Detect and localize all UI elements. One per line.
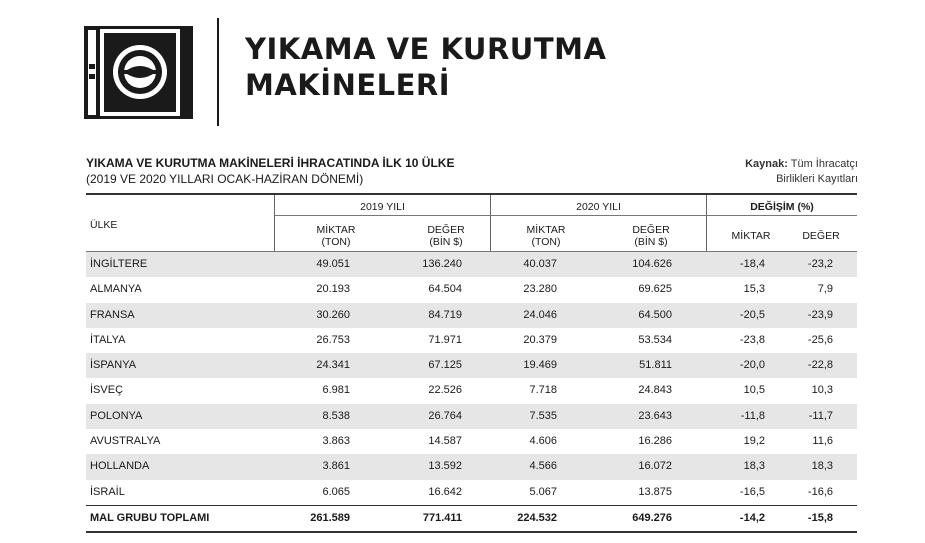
header-divider [217, 18, 219, 126]
q2019-cell: 3.861 [322, 460, 350, 473]
col-2019-qty: MİKTAR (TON) [316, 224, 356, 248]
country-cell: POLONYA [90, 409, 143, 422]
v2020-cell: 69.625 [638, 283, 672, 296]
q2020-cell: 4.566 [529, 460, 557, 473]
table-subtitle: (2019 VE 2020 YILLARI OCAK-HAZİRAN DÖNEMİ) [86, 172, 364, 186]
cq-cell: 19,2 [743, 435, 765, 448]
cq-cell: -20,5 [739, 308, 765, 321]
table-title: YIKAMA VE KURUTMA MAKİNELERİ İHRACATINDA İLK 10 ÜLKE [86, 156, 455, 170]
v2020-cell: 649.276 [632, 511, 672, 524]
table-body [86, 252, 857, 533]
table-row [86, 328, 857, 353]
col-2020-val: DEĞER (BİN $) [632, 224, 670, 248]
country-cell: İSRAİL [90, 485, 125, 498]
q2020-cell: 23.280 [523, 283, 557, 296]
cv-cell: -23,9 [807, 308, 833, 321]
v2020-cell: 24.843 [638, 384, 672, 397]
cq-cell: -14,2 [739, 511, 765, 524]
v2019-cell: 13.592 [428, 460, 462, 473]
v2019-cell: 771.411 [422, 511, 462, 524]
q2019-cell: 49.051 [316, 258, 350, 270]
q2019-cell: 6.981 [322, 384, 350, 397]
cv-cell: -15,8 [807, 511, 833, 524]
col-2020-qty: MİKTAR (TON) [526, 224, 566, 248]
source-note [688, 157, 858, 187]
v2020-cell: 13.875 [638, 485, 672, 498]
q2020-cell: 24.046 [523, 308, 557, 321]
table-total-row [86, 505, 857, 533]
country-cell: İTALYA [90, 333, 126, 346]
country-cell: FRANSA [90, 308, 135, 321]
v2019-cell: 136.240 [422, 258, 462, 270]
v2019-cell: 84.719 [428, 308, 462, 321]
table-row [86, 480, 857, 505]
cq-cell: 18,3 [743, 460, 765, 473]
table-row [86, 404, 857, 429]
v2019-cell: 67.125 [428, 359, 462, 372]
country-cell: İSVEÇ [90, 384, 124, 397]
v2020-cell: 53.534 [638, 333, 672, 346]
cv-cell: -22,8 [807, 359, 833, 372]
q2020-cell: 20.379 [523, 333, 557, 346]
v2019-cell: 14.587 [428, 435, 462, 448]
washing-machine-icon [84, 26, 193, 119]
cq-cell: 15,3 [743, 283, 765, 296]
q2020-cell: 19.469 [523, 359, 557, 372]
table-row [86, 277, 857, 302]
q2020-cell: 224.532 [517, 511, 557, 524]
q2019-cell: 3.863 [322, 435, 350, 448]
q2020-cell: 40.037 [523, 258, 557, 270]
cv-cell: -16,6 [807, 485, 833, 498]
cq-cell: 10,5 [743, 384, 765, 397]
v2019-cell: 64.504 [428, 283, 462, 296]
table-header [86, 193, 857, 252]
country-cell: AVUSTRALYA [90, 435, 161, 448]
country-cell: MAL GRUBU TOPLAMI [90, 511, 210, 524]
country-cell: ALMANYA [90, 283, 142, 296]
table-row [86, 303, 857, 328]
export-table [86, 193, 857, 533]
table-row [86, 252, 857, 277]
col-2019-val: DEĞER (BİN $) [427, 224, 465, 248]
cq-cell: -18,4 [739, 258, 765, 270]
table-row [86, 454, 857, 479]
cv-cell: 10,3 [811, 384, 833, 397]
country-cell: HOLLANDA [90, 460, 150, 473]
v2020-cell: 51.811 [639, 359, 672, 372]
cq-cell: -23,8 [739, 333, 765, 346]
col-2019: 2019 YILI [360, 201, 405, 213]
cq-cell: -20,0 [739, 359, 765, 372]
cq-cell: -16,5 [739, 485, 765, 498]
page-title [245, 31, 606, 103]
q2019-cell: 261.589 [310, 511, 350, 524]
cq-cell: -11,8 [740, 409, 765, 422]
v2019-cell: 71.971 [428, 333, 462, 346]
title-line-1: YIKAMA VE KURUTMA [245, 32, 607, 66]
cv-cell: -25,6 [807, 333, 833, 346]
q2020-cell: 7.718 [529, 384, 557, 397]
q2019-cell: 6.065 [322, 485, 350, 498]
v2020-cell: 23.643 [638, 409, 672, 422]
cv-cell: -11,7 [808, 409, 833, 422]
v2020-cell: 16.286 [638, 435, 672, 448]
col-change-val: DEĞER [802, 230, 840, 242]
q2019-cell: 8.538 [322, 409, 350, 422]
source-label: Kaynak: [745, 158, 788, 170]
source-text-2: Birlikleri Kayıtları [776, 173, 858, 185]
source-text-1: Tüm İhracatçı [790, 158, 858, 170]
cv-cell: -23,2 [807, 258, 833, 270]
table-row [86, 378, 857, 403]
v2019-cell: 16.642 [428, 485, 462, 498]
cv-cell: 11,6 [812, 435, 833, 448]
q2019-cell: 20.193 [316, 283, 350, 296]
country-cell: İNGİLTERE [90, 258, 148, 270]
q2020-cell: 7.535 [529, 409, 557, 422]
q2019-cell: 26.753 [316, 333, 350, 346]
v2019-cell: 22.526 [428, 384, 462, 397]
v2019-cell: 26.764 [428, 409, 462, 422]
q2019-cell: 30.260 [316, 308, 350, 321]
q2020-cell: 4.606 [529, 435, 557, 448]
country-cell: İSPANYA [90, 359, 137, 372]
col-country: ÜLKE [90, 219, 118, 231]
table-row [86, 353, 857, 378]
v2020-cell: 16.072 [638, 460, 672, 473]
title-line-2: MAKİNELERİ [245, 68, 451, 102]
q2019-cell: 24.341 [316, 359, 350, 372]
cv-cell: 18,3 [811, 460, 833, 473]
col-2020: 2020 YILI [576, 201, 621, 213]
v2020-cell: 104.626 [632, 258, 672, 270]
v2020-cell: 64.500 [638, 308, 672, 321]
col-change: DEĞİŞİM (%) [750, 201, 814, 213]
col-change-qty: MİKTAR [731, 230, 771, 242]
cv-cell: 7,9 [817, 283, 833, 296]
q2020-cell: 5.067 [529, 485, 557, 498]
table-row [86, 429, 857, 454]
